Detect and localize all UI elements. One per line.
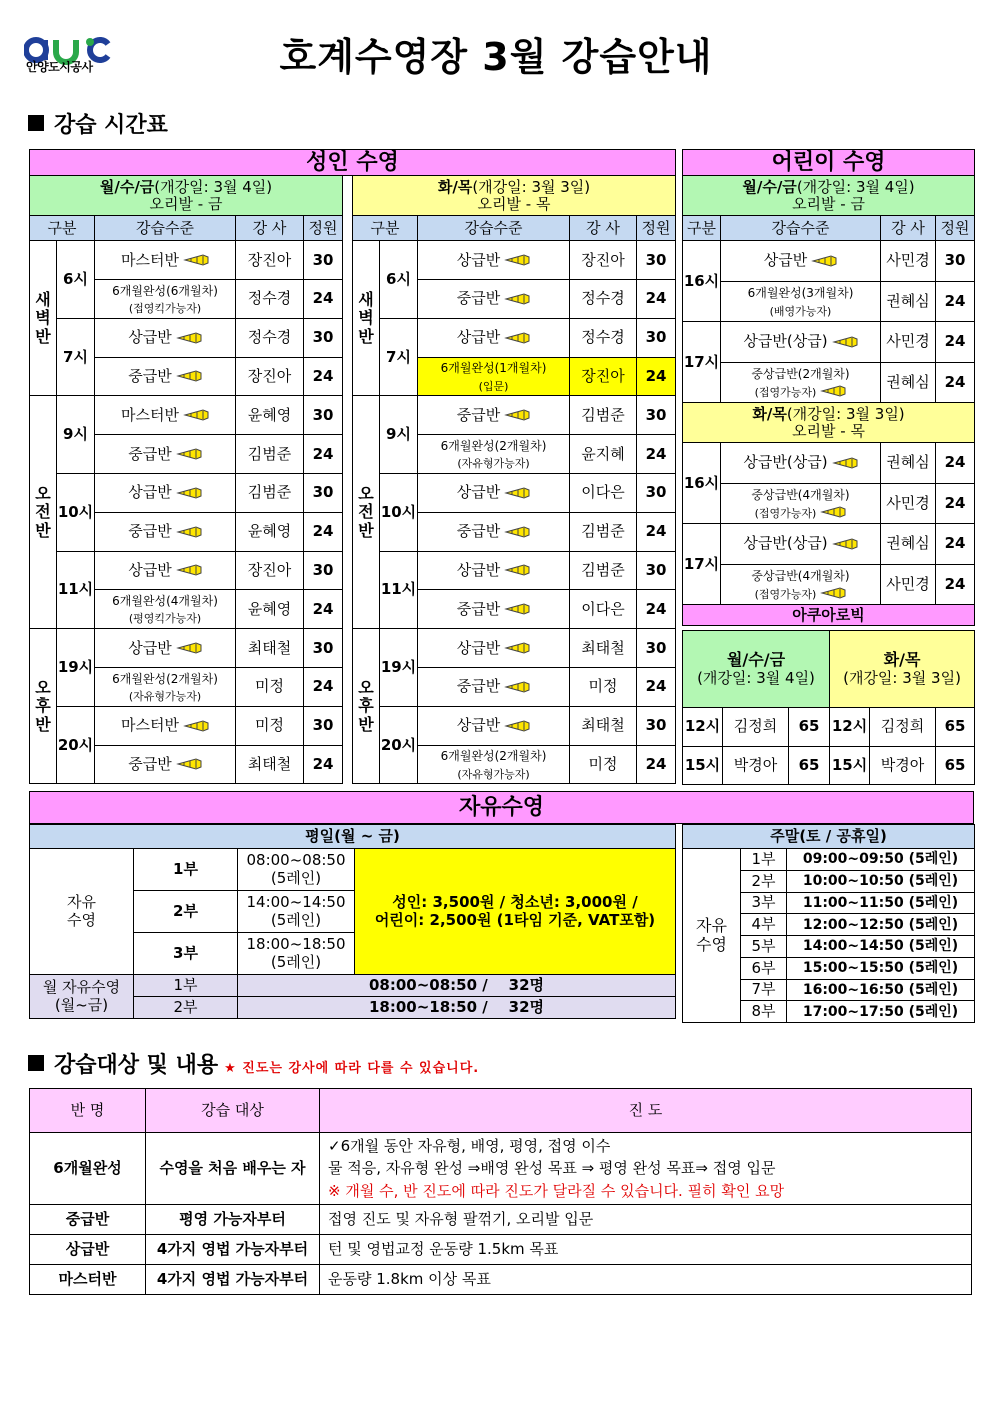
cap-cell: 24 xyxy=(637,668,676,707)
teacher-cell: 김범준 xyxy=(236,435,304,474)
time-cell: 16시 xyxy=(683,241,721,322)
teacher-cell: 권혜심 xyxy=(881,524,936,565)
cap-cell: 30 xyxy=(637,474,676,513)
aqua-time: 15시 xyxy=(683,746,723,785)
aqua-teacher: 박경아 xyxy=(723,746,789,785)
level-cell: 6개월완성(2개월차) (자유형가능자) xyxy=(95,668,236,707)
flipper-icon xyxy=(504,681,530,693)
level-cell: 상급반(상급) xyxy=(721,443,881,484)
cap-cell: 24 xyxy=(637,435,676,474)
adult-tt-header: 화/목(개강일: 3월 3일) 오리발 - 목 xyxy=(353,176,676,216)
kids-mwf-header: 월/수/금(개강일: 3월 4일) 오리발 - 금 xyxy=(683,176,975,216)
cap-cell: 24 xyxy=(304,280,343,319)
cap-cell: 24 xyxy=(304,668,343,707)
weekend-part: 7부 xyxy=(741,979,787,1001)
weekend-time: 12:00~12:50 (5레인) xyxy=(787,914,975,936)
free-swim-title-table xyxy=(29,791,974,824)
session-part: 3부 xyxy=(134,933,238,975)
time-cell: 7시 xyxy=(380,318,418,396)
aqua-table xyxy=(682,630,975,785)
weekend-time: 15:00~15:50 (5레인) xyxy=(787,957,975,979)
square-bullet-icon xyxy=(28,115,44,131)
cap-cell: 24 xyxy=(936,443,975,484)
class-target: 4가지 영법 가능자부터 xyxy=(146,1235,320,1265)
level-cell: 중급반 xyxy=(418,280,570,319)
cap-cell: 24 xyxy=(637,280,676,319)
flipper-icon xyxy=(820,506,846,518)
flipper-icon xyxy=(504,603,530,615)
monthly-free-swim-label: 월 자유수영 (월~금) xyxy=(30,975,134,1019)
class-progress: 접영 진도 및 자유형 팔꺾기, 오리발 입문 xyxy=(320,1205,972,1235)
flipper-icon xyxy=(820,587,846,599)
flipper-icon xyxy=(832,457,858,469)
level-cell: 중급반 xyxy=(95,512,236,551)
time-cell: 6시 xyxy=(380,241,418,319)
weekend-time: 17:00~17:50 (5레인) xyxy=(787,1001,975,1023)
session-time: 08:00~08:50 (5레인) xyxy=(238,849,355,891)
level-cell: 6개월완성(1개월차) (입문) xyxy=(418,357,570,396)
cap-cell: 24 xyxy=(304,590,343,629)
teacher-cell: 정수경 xyxy=(570,280,637,319)
teacher-cell: 정수경 xyxy=(236,318,304,357)
cap-cell: 24 xyxy=(936,564,975,605)
free-swim-label: 자유 수영 xyxy=(30,849,134,975)
teacher-cell: 장진아 xyxy=(236,357,304,396)
level-cell: 상급반 xyxy=(418,629,570,668)
flipper-icon xyxy=(832,538,858,550)
col-level: 강습수준 xyxy=(95,216,236,241)
teacher-cell: 사민경 xyxy=(881,241,936,282)
aqua-time: 12시 xyxy=(830,708,870,747)
flipper-icon xyxy=(183,409,209,421)
time-cell: 6시 xyxy=(57,241,95,319)
cap-cell: 30 xyxy=(637,551,676,590)
teacher-cell: 사민경 xyxy=(881,564,936,605)
aqua-cap: 65 xyxy=(936,746,975,785)
adult-mwf-header: 월/수/금(개강일: 3월 4일) 오리발 - 금 xyxy=(30,176,343,216)
content-table xyxy=(29,1088,972,1295)
weekend-time: 16:00~16:50 (5레인) xyxy=(787,979,975,1001)
weekend-time: 14:00~14:50 (5레인) xyxy=(787,936,975,958)
aqua-teacher: 박경아 xyxy=(870,746,936,785)
free-swim-label: 자유 수영 xyxy=(683,849,741,1023)
weekend-header: 주말(토 / 공휴일) xyxy=(683,825,975,849)
cap-cell: 30 xyxy=(637,241,676,280)
cap-cell: 24 xyxy=(304,357,343,396)
cap-cell: 24 xyxy=(637,357,676,396)
aqua-mwf-header: 월/수/금 (개강일: 3월 4일) xyxy=(683,631,830,708)
monthly-part: 2부 xyxy=(134,997,238,1019)
teacher-cell: 최태철 xyxy=(570,629,637,668)
period-morning: 오 전 반 xyxy=(353,396,380,629)
flipper-icon xyxy=(504,487,530,499)
time-cell: 7시 xyxy=(57,318,95,396)
level-cell: 마스터반 xyxy=(95,706,236,745)
weekend-time: 09:00~09:50 (5레인) xyxy=(787,849,975,871)
weekday-free-swim-table xyxy=(29,824,676,1019)
level-cell: 6개월완성(4개월차) (평영킥가능자) xyxy=(95,590,236,629)
time-cell: 19시 xyxy=(57,629,95,707)
flipper-icon xyxy=(504,293,530,305)
teacher-cell: 장진아 xyxy=(570,241,637,280)
time-cell: 9시 xyxy=(380,396,418,474)
level-cell: 중급반 xyxy=(418,396,570,435)
col-cap: 정원 xyxy=(936,216,975,241)
class-target: 평영 가능자부터 xyxy=(146,1205,320,1235)
session-time: 14:00~14:50 (5레인) xyxy=(238,891,355,933)
teacher-cell: 사민경 xyxy=(881,322,936,363)
cap-cell: 30 xyxy=(304,318,343,357)
flipper-icon xyxy=(176,642,202,654)
teacher-cell: 미정 xyxy=(236,668,304,707)
weekend-part: 8부 xyxy=(741,1001,787,1023)
cap-cell: 24 xyxy=(936,362,975,403)
cap-cell: 24 xyxy=(936,281,975,322)
aqua-title: 아쿠아로빅 xyxy=(683,605,975,626)
section-schedule-title: 강습 시간표 xyxy=(28,108,168,139)
level-cell: 중상급반(2개월차) (접영가능자) xyxy=(721,362,881,403)
teacher-cell: 장진아 xyxy=(236,241,304,280)
weekend-time: 11:00~11:50 (5레인) xyxy=(787,892,975,914)
level-cell: 중상급반(4개월차) (접영가능자) xyxy=(721,483,881,524)
flipper-icon xyxy=(820,385,846,397)
time-cell: 16시 xyxy=(683,443,721,524)
level-cell: 중급반 xyxy=(95,745,236,784)
level-cell: 상급반 xyxy=(418,318,570,357)
time-cell: 9시 xyxy=(57,396,95,474)
flipper-icon xyxy=(504,642,530,654)
level-cell: 상급반 xyxy=(95,551,236,590)
page-title: 호계수영장 3월 강습안내 xyxy=(279,35,713,79)
cap-cell: 30 xyxy=(304,629,343,668)
col-target: 강습 대상 xyxy=(146,1089,320,1133)
level-cell: 상급반(상급) xyxy=(721,524,881,565)
square-bullet-icon xyxy=(28,1055,44,1071)
weekend-time: 10:00~10:50 (5레인) xyxy=(787,870,975,892)
cap-cell: 24 xyxy=(304,435,343,474)
section-content-title: 강습대상 및 내용 ★ 진도는 강사에 따라 다를 수 있습니다. xyxy=(28,1048,479,1079)
flipper-icon xyxy=(504,526,530,538)
flipper-icon xyxy=(811,255,837,267)
teacher-cell: 최태철 xyxy=(570,706,637,745)
flipper-icon xyxy=(504,409,530,421)
cap-cell: 30 xyxy=(304,551,343,590)
monthly-time: 18:00~18:50 / 32명 xyxy=(238,997,676,1019)
time-cell: 19시 xyxy=(380,629,418,707)
session-part: 1부 xyxy=(134,849,238,891)
time-cell: 11시 xyxy=(380,551,418,629)
cap-cell: 24 xyxy=(637,745,676,784)
teacher-cell: 윤혜영 xyxy=(236,396,304,435)
kids-title: 어린이 수영 xyxy=(683,150,975,176)
level-cell: 6개월완성(2개월차) (자유형가능자) xyxy=(418,745,570,784)
level-cell: 상급반 xyxy=(418,551,570,590)
adult-schedule-table xyxy=(29,149,676,784)
col-group: 구분 xyxy=(30,216,95,241)
teacher-cell: 장진아 xyxy=(236,551,304,590)
time-cell: 10시 xyxy=(57,474,95,552)
period-afternoon: 오 후 반 xyxy=(353,629,380,784)
level-cell: 중급반 xyxy=(418,512,570,551)
cap-cell: 30 xyxy=(304,474,343,513)
aqua-teacher: 김정희 xyxy=(870,708,936,747)
level-cell: 중급반 xyxy=(95,357,236,396)
flipper-icon xyxy=(504,332,530,344)
cap-cell: 30 xyxy=(637,396,676,435)
class-progress: 턴 및 영법교정 운동량 1.5km 목표 xyxy=(320,1235,972,1265)
cap-cell: 24 xyxy=(936,322,975,363)
class-name: 상급반 xyxy=(30,1235,146,1265)
weekend-part: 5부 xyxy=(741,936,787,958)
cap-cell: 30 xyxy=(637,706,676,745)
free-swim-title: 자유수영 xyxy=(30,792,974,824)
level-cell: 중급반 xyxy=(418,590,570,629)
time-cell: 17시 xyxy=(683,524,721,605)
cap-cell: 30 xyxy=(637,318,676,357)
weekday-header: 평일(월 ~ 금) xyxy=(30,825,676,849)
aqua-time: 15시 xyxy=(830,746,870,785)
teacher-cell: 권혜심 xyxy=(881,281,936,322)
level-cell: 중급반 xyxy=(418,668,570,707)
teacher-cell: 윤지혜 xyxy=(570,435,637,474)
cap-cell: 30 xyxy=(637,629,676,668)
teacher-cell: 김범준 xyxy=(570,396,637,435)
kids-tt-header: 화/목(개강일: 3월 3일) 오리발 - 목 xyxy=(683,403,975,443)
flipper-icon xyxy=(176,564,202,576)
flipper-icon xyxy=(176,332,202,344)
cap-cell: 24 xyxy=(304,745,343,784)
cap-cell: 24 xyxy=(637,590,676,629)
cap-cell: 24 xyxy=(637,512,676,551)
monthly-part: 1부 xyxy=(134,975,238,997)
aqua-teacher: 김정희 xyxy=(723,708,789,747)
flipper-icon xyxy=(504,720,530,732)
period-morning: 오 전 반 xyxy=(30,396,57,629)
col-class: 반 명 xyxy=(30,1089,146,1133)
teacher-cell: 윤혜영 xyxy=(236,512,304,551)
flipper-icon xyxy=(176,487,202,499)
level-cell: 상급반 xyxy=(95,474,236,513)
level-cell: 상급반 xyxy=(418,241,570,280)
col-teacher: 강 사 xyxy=(236,216,304,241)
progress-note: 진도는 강사에 따라 다를 수 있습니다. xyxy=(242,1061,480,1076)
cap-cell: 30 xyxy=(304,241,343,280)
teacher-cell: 미정 xyxy=(570,745,637,784)
level-cell: 중급반 xyxy=(95,435,236,474)
teacher-cell: 김범준 xyxy=(570,551,637,590)
level-cell: 상급반(상급) xyxy=(721,322,881,363)
flipper-icon xyxy=(183,254,209,266)
weekend-part: 3부 xyxy=(741,892,787,914)
time-cell: 20시 xyxy=(57,706,95,784)
aqua-time: 12시 xyxy=(683,708,723,747)
weekend-part: 2부 xyxy=(741,870,787,892)
cap-cell: 24 xyxy=(936,483,975,524)
col-cap: 정원 xyxy=(304,216,343,241)
flipper-icon xyxy=(504,254,530,266)
weekend-part: 4부 xyxy=(741,914,787,936)
col-group: 구분 xyxy=(353,216,418,241)
aqua-cap: 65 xyxy=(789,708,830,747)
session-part: 2부 xyxy=(134,891,238,933)
cap-cell: 30 xyxy=(304,396,343,435)
class-progress: 운동량 1.8km 이상 목표 xyxy=(320,1265,972,1295)
aqua-cap: 65 xyxy=(936,708,975,747)
kids-schedule-table xyxy=(682,149,975,626)
time-cell: 17시 xyxy=(683,322,721,403)
class-target: 4가지 영법 가능자부터 xyxy=(146,1265,320,1295)
level-cell: 마스터반 xyxy=(95,396,236,435)
teacher-cell: 정수경 xyxy=(236,280,304,319)
price-info: 성인: 3,500원 / 청소년: 3,000원 / 어린이: 2,500원 (1타임 기준, VAT포함) xyxy=(355,849,676,975)
flipper-icon xyxy=(176,526,202,538)
col-group: 구분 xyxy=(683,216,721,241)
teacher-cell: 이다은 xyxy=(570,474,637,513)
teacher-cell: 권혜심 xyxy=(881,443,936,484)
star-icon: ★ xyxy=(224,1061,237,1076)
level-cell: 상급반 xyxy=(418,474,570,513)
flipper-icon xyxy=(176,448,202,460)
teacher-cell: 정수경 xyxy=(570,318,637,357)
flipper-icon xyxy=(176,370,202,382)
time-cell: 20시 xyxy=(380,706,418,784)
col-level: 강습수준 xyxy=(721,216,881,241)
col-cap: 정원 xyxy=(637,216,676,241)
teacher-cell: 김범준 xyxy=(236,474,304,513)
cap-cell: 24 xyxy=(304,512,343,551)
class-name: 6개월완성 xyxy=(30,1133,146,1205)
weekend-free-swim-table xyxy=(682,824,975,1023)
flipper-icon xyxy=(183,720,209,732)
weekend-part: 1부 xyxy=(741,849,787,871)
teacher-cell: 최태철 xyxy=(236,745,304,784)
adult-title: 성인 수영 xyxy=(30,150,676,176)
level-cell: 상급반 xyxy=(95,318,236,357)
col-teacher: 강 사 xyxy=(570,216,637,241)
cap-cell: 24 xyxy=(936,524,975,565)
flipper-icon xyxy=(832,336,858,348)
cap-cell: 30 xyxy=(304,706,343,745)
aqua-cap: 65 xyxy=(789,746,830,785)
level-cell: 상급반 xyxy=(721,241,881,282)
level-cell: 6개월완성(6개월차) (접영킥가능자) xyxy=(95,280,236,319)
level-cell: 상급반 xyxy=(95,629,236,668)
monthly-time: 08:00~08:50 / 32명 xyxy=(238,975,676,997)
teacher-cell: 김범준 xyxy=(570,512,637,551)
class-progress: ✓6개월 동안 자유형, 배영, 평영, 접영 이수 물 적응, 자유형 완성 ⇒배영 완성 목표 ⇒ 평영 완성 목표⇒ 접영 입문 ※ 개월 수, 반 진도에 따라 진도가 달라질 수 있습니다. 필히 확인 요망 xyxy=(320,1133,972,1205)
teacher-cell: 이다은 xyxy=(570,590,637,629)
flipper-icon xyxy=(504,564,530,576)
teacher-cell: 사민경 xyxy=(881,483,936,524)
session-time: 18:00~18:50 (5레인) xyxy=(238,933,355,975)
class-name: 중급반 xyxy=(30,1205,146,1235)
col-level: 강습수준 xyxy=(418,216,570,241)
cap-cell: 30 xyxy=(936,241,975,282)
period-dawn: 새 벽 반 xyxy=(353,241,380,396)
teacher-cell: 미정 xyxy=(236,706,304,745)
aqua-tt-header: 화/목 (개강일: 3월 3일) xyxy=(830,631,975,708)
time-cell: 10시 xyxy=(380,474,418,552)
time-cell: 11시 xyxy=(57,551,95,629)
weekend-part: 6부 xyxy=(741,957,787,979)
flipper-icon xyxy=(176,758,202,770)
level-cell: 6개월완성(2개월차) (자유형가능자) xyxy=(418,435,570,474)
level-cell: 중상급반(4개월차) (접영가능자) xyxy=(721,564,881,605)
level-cell: 상급반 xyxy=(418,706,570,745)
level-cell: 6개월완성(3개월차) (배영가능자) xyxy=(721,281,881,322)
teacher-cell: 최태철 xyxy=(236,629,304,668)
logo-text: 안양도시공사 xyxy=(26,60,93,74)
level-cell: 마스터반 xyxy=(95,241,236,280)
teacher-cell: 권혜심 xyxy=(881,362,936,403)
teacher-cell: 장진아 xyxy=(570,357,637,396)
class-target: 수영을 처음 배우는 자 xyxy=(146,1133,320,1205)
col-teacher: 강 사 xyxy=(881,216,936,241)
teacher-cell: 윤혜영 xyxy=(236,590,304,629)
teacher-cell: 미정 xyxy=(570,668,637,707)
period-afternoon: 오 후 반 xyxy=(30,629,57,784)
col-progress: 진 도 xyxy=(320,1089,972,1133)
period-dawn: 새 벽 반 xyxy=(30,241,57,396)
class-name: 마스터반 xyxy=(30,1265,146,1295)
